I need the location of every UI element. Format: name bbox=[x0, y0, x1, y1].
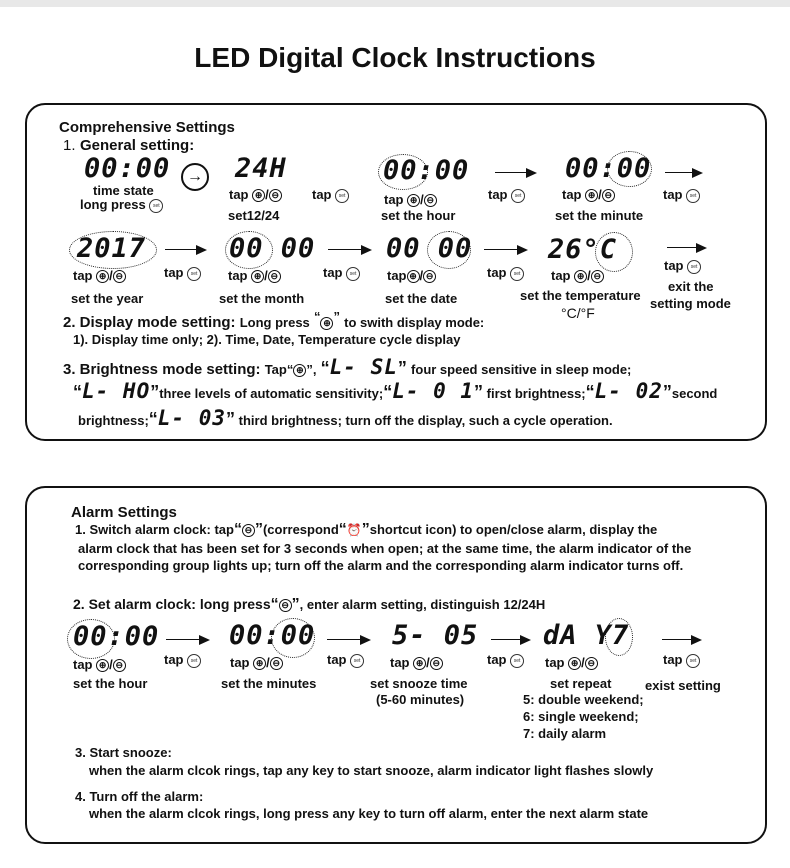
set-icon: set bbox=[687, 260, 701, 274]
repeat-option-6: 6: single weekend; bbox=[523, 709, 639, 724]
time-state-label: time state bbox=[93, 183, 154, 198]
minus-icon: ⊖ bbox=[591, 270, 604, 283]
quote-close: ” bbox=[333, 309, 340, 324]
plus-icon: ⊕ bbox=[568, 657, 581, 670]
minus-icon: ⊖ bbox=[602, 189, 615, 202]
set-icon: set bbox=[510, 654, 524, 668]
brightness-label: 3. Brightness mode setting: bbox=[63, 361, 261, 378]
tap-plus-minus: tap ⊕ / ⊖ bbox=[551, 268, 604, 283]
plus-icon: ⊕ bbox=[251, 270, 264, 283]
segment-24h: 24H bbox=[235, 153, 287, 184]
set-minute-label: set the minute bbox=[555, 208, 644, 223]
set-icon: set bbox=[511, 189, 525, 203]
tap-set-7: tap set bbox=[664, 258, 701, 274]
segment-temperature: 26°C bbox=[548, 234, 618, 265]
set-12-24-label: set12/24 bbox=[228, 208, 280, 223]
arrow-icon bbox=[165, 243, 207, 257]
tap-plus-minus: tap ⊕ / ⊖ bbox=[545, 655, 598, 670]
arrow-icon bbox=[484, 243, 528, 257]
tap-plus-minus: tap ⊕ / ⊖ bbox=[562, 187, 615, 202]
segment-day: dA Y7 bbox=[543, 620, 630, 651]
arrow-icon bbox=[328, 243, 372, 257]
set-icon: set bbox=[350, 654, 364, 668]
alarm-set-hour-label: set the hour bbox=[73, 676, 148, 691]
segment-month: 00 00 bbox=[229, 233, 316, 264]
segment-l-01: L- 0 1 bbox=[392, 379, 475, 403]
segment-alarm-minutes: 00:00 bbox=[229, 620, 316, 651]
long-press-label: long press set bbox=[80, 197, 163, 213]
plus-icon: ⊕ bbox=[574, 270, 587, 283]
segment-hour: 00:00 bbox=[383, 155, 470, 186]
alarm-item1-line2: alarm clock that has been set for 3 seconds when open; at the same time, the alarm indicator of the bbox=[78, 541, 692, 556]
tap-plus-minus: tap ⊕ / ⊖ bbox=[229, 187, 282, 202]
display-mode-detail: 1). Display time only; 2). Time, Date, Temperature cycle display bbox=[73, 332, 461, 347]
set-year-label: set the year bbox=[71, 291, 144, 306]
set-icon: set bbox=[346, 267, 360, 281]
arrow-icon bbox=[166, 633, 210, 647]
alarm-set-minutes-label: set the minutes bbox=[221, 676, 317, 691]
turn-off-title: 4. Turn off the alarm: bbox=[75, 789, 204, 804]
repeat-option-7: 7: daily alarm bbox=[523, 726, 607, 741]
second-text: second bbox=[671, 386, 718, 401]
minus-icon: ⊖ bbox=[424, 194, 437, 207]
top-strip bbox=[0, 0, 790, 7]
brightness-line-3 bbox=[78, 406, 613, 430]
quote-open: “ bbox=[585, 382, 595, 402]
alarm-item2-line: 2. Set alarm clock: long press“ ⊖ ”, enter alarm setting, distinguish 12/24H bbox=[73, 596, 546, 613]
exist-setting-label: exist setting bbox=[645, 678, 721, 693]
repeat-option-5: 5: double weekend; bbox=[523, 692, 644, 707]
minus-icon: ⊖ bbox=[423, 270, 436, 283]
general-setting-number: 1. bbox=[63, 137, 76, 154]
arrow-icon bbox=[491, 633, 531, 647]
third-brightness-text: third brightness; turn off the display, such a cycle operation. bbox=[238, 413, 613, 428]
minus-icon: ⊖ bbox=[279, 599, 292, 612]
minus-icon: ⊖ bbox=[270, 657, 283, 670]
plus-icon: ⊕ bbox=[96, 270, 109, 283]
next-arrow-circle-icon: → bbox=[181, 163, 209, 191]
item1-c: shortcut icon) to open/close alarm, display the bbox=[369, 522, 658, 537]
set-icon: set bbox=[686, 189, 700, 203]
quote-close: ” bbox=[150, 382, 160, 402]
minus-icon: ⊖ bbox=[268, 270, 281, 283]
plus-icon: ⊕ bbox=[253, 657, 266, 670]
plus-icon: ⊕ bbox=[413, 657, 426, 670]
plus-icon: ⊕ bbox=[96, 659, 109, 672]
brightness-line-1 bbox=[63, 355, 631, 379]
tap-plus-minus: tap ⊕ / ⊖ bbox=[73, 268, 126, 283]
celsius-fahrenheit-label: °C/°F bbox=[561, 305, 595, 321]
quote-open: “ bbox=[148, 409, 158, 429]
set-icon: set bbox=[187, 654, 201, 668]
minus-icon: ⊖ bbox=[242, 524, 255, 537]
set-temperature-label: set the temperature bbox=[520, 288, 641, 303]
minus-icon: ⊖ bbox=[430, 657, 443, 670]
tap-set-3: tap set bbox=[663, 187, 700, 203]
brightness-line-2 bbox=[73, 379, 717, 403]
snooze-text: when the alarm clcok rings, tap any key to start snooze, alarm indicator light flashes slowly bbox=[89, 763, 654, 778]
general-setting-label: General setting: bbox=[80, 137, 195, 154]
three-levels-text: three levels of automatic sensitivity; bbox=[159, 386, 384, 401]
segment-year: 2017 bbox=[77, 233, 147, 264]
segment-minute: 00:00 bbox=[565, 153, 652, 184]
arrow-icon bbox=[662, 633, 702, 647]
plus-icon: ⊕ bbox=[293, 364, 306, 377]
minus-icon: ⊖ bbox=[585, 657, 598, 670]
display-mode-label: 2. Display mode setting: bbox=[63, 314, 236, 331]
tap-set-a4: tap set bbox=[663, 652, 700, 668]
minus-icon: ⊖ bbox=[113, 270, 126, 283]
segment-l-sl: L- SL bbox=[329, 355, 398, 379]
plus-icon: ⊕ bbox=[407, 194, 420, 207]
item2-a: 2. Set alarm clock: long press bbox=[73, 596, 271, 612]
arrow-icon bbox=[327, 633, 371, 647]
plus-icon: ⊕ bbox=[585, 189, 598, 202]
set-icon: set bbox=[335, 189, 349, 203]
tap-plus-minus: tap ⊕ / ⊖ bbox=[73, 657, 126, 672]
item1-b: (correspond bbox=[262, 522, 339, 537]
brightness-word: brightness; bbox=[78, 413, 149, 428]
display-mode-line bbox=[63, 309, 484, 331]
to-switch-text: to swith display mode: bbox=[344, 315, 485, 330]
tap-plus-minus: tap ⊕ / ⊖ bbox=[384, 192, 437, 207]
segment-l-02: L- 02 bbox=[594, 379, 663, 403]
item1-a: 1. Switch alarm clock: tap bbox=[75, 522, 234, 537]
plus-icon: ⊕ bbox=[320, 317, 333, 330]
arrow-icon bbox=[667, 241, 707, 255]
exit-the-label: exit the bbox=[668, 279, 714, 294]
set-icon: set bbox=[510, 267, 524, 281]
tap-quote: Tap“ bbox=[264, 362, 294, 377]
alarm-heading: Alarm Settings bbox=[71, 504, 177, 521]
tap-set-1: tap set bbox=[312, 187, 349, 203]
quote-close: ” bbox=[474, 382, 484, 402]
tap-set-5: tap set bbox=[323, 265, 360, 281]
tap-plus-minus: tap ⊕ / ⊖ bbox=[390, 655, 443, 670]
quote-close: ” bbox=[226, 409, 236, 429]
setting-mode-label: setting mode bbox=[650, 296, 731, 311]
item2-b: , enter alarm setting, distinguish 12/24H bbox=[299, 597, 546, 612]
tap-quote-close: ”, bbox=[306, 362, 317, 377]
tap-plus-minus: tap ⊕ / ⊖ bbox=[230, 655, 283, 670]
segment-alarm-hour: 00:00 bbox=[73, 621, 160, 652]
set-snooze-label: set snooze time bbox=[370, 676, 468, 691]
tap-set-a3: tap set bbox=[487, 652, 524, 668]
tap-set-4: tap set bbox=[164, 265, 201, 281]
segment-date: 00 00 bbox=[386, 233, 473, 264]
arrow-icon bbox=[495, 166, 537, 180]
page-title: LED Digital Clock Instructions bbox=[194, 42, 596, 73]
segment-snooze: 5- 05 bbox=[392, 620, 479, 651]
set-repeat-label: set repeat bbox=[550, 676, 612, 691]
set-hour-label: set the hour bbox=[381, 208, 456, 223]
alarm-clock-icon: ⏰ bbox=[346, 523, 362, 537]
segment-l-ho: L- HO bbox=[82, 379, 151, 403]
first-brightness-text: first brightness; bbox=[486, 386, 586, 401]
segment-l-03: L- 03 bbox=[157, 406, 227, 430]
quote-open: “ bbox=[383, 382, 393, 402]
set-icon: set bbox=[187, 267, 201, 281]
set-date-label: set the date bbox=[385, 291, 458, 306]
quote-close: ” bbox=[397, 358, 407, 378]
tap-set-a2: tap set bbox=[327, 652, 364, 668]
quote-open: “ bbox=[313, 309, 321, 324]
plus-icon: ⊕ bbox=[407, 270, 420, 283]
snooze-title: 3. Start snooze: bbox=[75, 745, 172, 760]
tap-set-6: tap set bbox=[487, 265, 524, 281]
minus-icon: ⊖ bbox=[113, 659, 126, 672]
alarm-item1-line3: corresponding group lights up; turn off the alarm and the corresponding alarm indicator turns off. bbox=[78, 558, 684, 573]
minus-icon: ⊖ bbox=[269, 189, 282, 202]
tap-set-2: tap set bbox=[488, 187, 525, 203]
alarm-item1-line1: 1. Switch alarm clock: tap“ ⊖ ”(correspond“⏰”shortcut icon) to open/close alarm, display the bbox=[75, 521, 658, 538]
long-press-text: Long press bbox=[239, 315, 310, 330]
plus-icon: ⊕ bbox=[252, 189, 265, 202]
snooze-range-label: (5-60 minutes) bbox=[376, 692, 465, 707]
set-icon: set bbox=[686, 654, 700, 668]
set-month-label: set the month bbox=[219, 291, 305, 306]
tap-set-a1: tap set bbox=[164, 652, 201, 668]
tap-plus-minus: tap ⊕ / ⊖ bbox=[387, 268, 436, 283]
set-icon: set bbox=[149, 199, 163, 213]
turn-off-text: when the alarm clcok rings, long press any key to turn off alarm, enter the next alarm state bbox=[89, 806, 649, 821]
quote-open: “ bbox=[320, 358, 330, 378]
comprehensive-heading: Comprehensive Settings bbox=[59, 119, 235, 136]
segment-time-state: 00:00 bbox=[84, 153, 171, 184]
quote-open: “ bbox=[73, 382, 82, 402]
arrow-icon bbox=[665, 166, 703, 180]
four-speed-text: four speed sensitive in sleep mode; bbox=[411, 362, 632, 377]
quote-close: ” bbox=[662, 382, 672, 402]
tap-plus-minus: tap ⊕ / ⊖ bbox=[228, 268, 281, 283]
